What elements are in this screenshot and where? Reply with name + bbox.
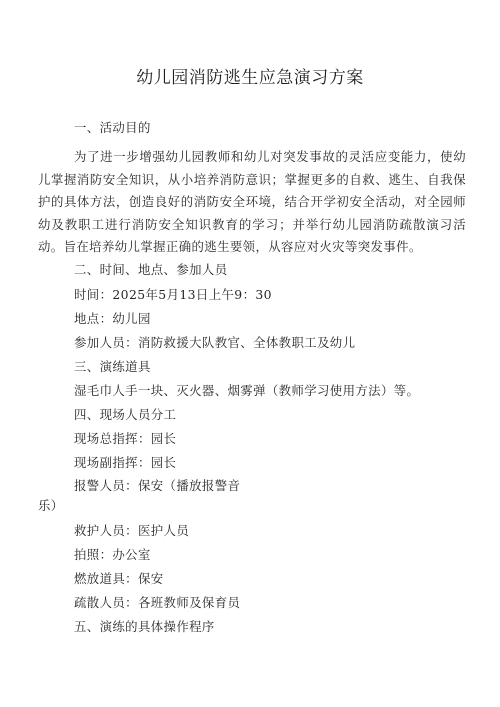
section-heading-purpose: 一、活动目的 — [74, 120, 151, 135]
photo-line: 拍照：办公室 — [74, 547, 151, 562]
alarm-line-continued: 乐） — [38, 498, 64, 513]
time-line: 时间：2025年5月13日上午9：30 — [74, 287, 272, 302]
place-line: 地点：幼儿园 — [74, 311, 151, 326]
rescue-line: 救护人员：医护人员 — [74, 523, 190, 538]
purpose-paragraph: 为了进一步增强幼儿园教师和幼儿对突发事故的灵活应变能力，使幼儿掌握消防安全知识，从小培养消防意识；掌握更多的自救、逃生、自我保护的具体方法，创造良好的消防安全环境，结合开学初安全活动，对全园师幼及教职工进行消防安全知识教育的学习；并举行幼儿园消防疏散演习活动。旨在培养幼儿掌握正确的逃生要领，从容应对火灾等突发事件。 — [38, 149, 466, 254]
commander-line: 现场总指挥：园长 — [74, 431, 177, 446]
props-line: 湿毛巾人手一块、灭火器、烟雾弹（教师学习使用方法）等。 — [74, 383, 420, 398]
props-release-line: 燃放道具：保安 — [74, 571, 164, 586]
section-heading-props: 三、演练道具 — [74, 359, 151, 374]
section-heading-roles: 四、现场人员分工 — [74, 407, 177, 422]
evacuation-line: 疏散人员：各班教师及保育员 — [74, 595, 241, 610]
section-heading-procedure: 五、演练的具体操作程序 — [74, 619, 215, 634]
participants-line: 参加人员：消防救援大队教官、全体教职工及幼儿 — [74, 335, 356, 350]
document-title: 幼儿园消防逃生应急演习方案 — [136, 68, 364, 88]
section-heading-time-place: 二、时间、地点、参加人员 — [74, 262, 228, 277]
alarm-line: 报警人员：保安（播放报警音 — [74, 478, 241, 493]
vice-commander-line: 现场副指挥：园长 — [74, 455, 177, 470]
